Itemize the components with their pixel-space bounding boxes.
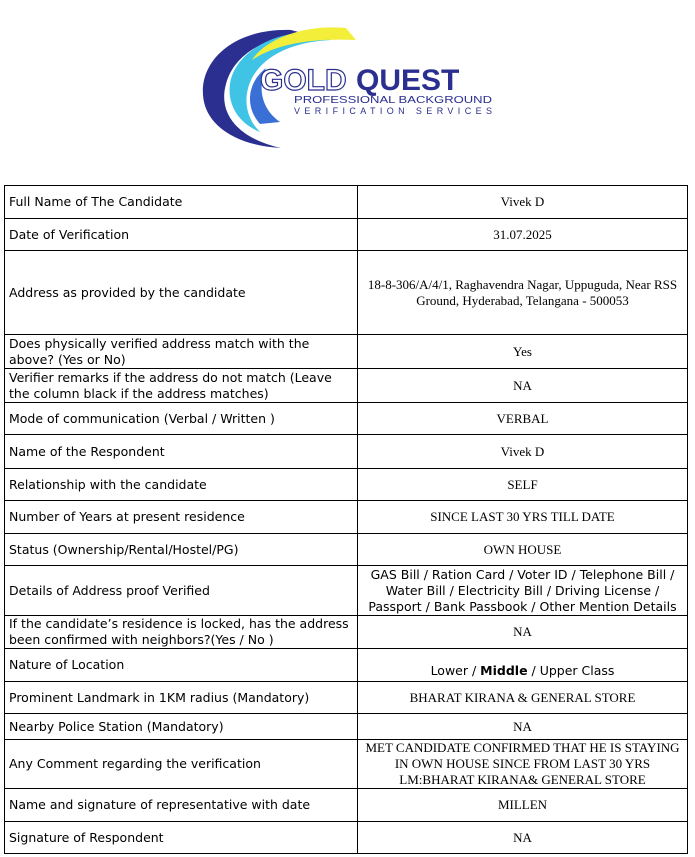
row-value: NA	[358, 616, 688, 649]
tagline-2: VERIFICATION SERVICES	[294, 106, 492, 116]
row-label: Name and signature of representative with date	[5, 789, 358, 822]
table-row	[5, 186, 688, 219]
location-upper-text: / Upper Class	[527, 663, 615, 678]
table-row	[5, 403, 688, 435]
tagline-1: PROFESSIONAL BACKGROUND	[294, 95, 492, 106]
table-row	[5, 649, 688, 682]
table-row	[5, 369, 688, 403]
row-label: If the candidate’s residence is locked, has the address been confirmed with neighbors?(Yes / No )	[5, 616, 358, 649]
table-row	[5, 682, 688, 714]
table-row	[5, 789, 688, 822]
table-row	[5, 501, 688, 534]
row-label: Does physically verified address match with the above? (Yes or No)	[5, 335, 358, 369]
table-row	[5, 822, 688, 854]
row-label: Mode of communication (Verbal / Written )	[5, 403, 358, 435]
row-label: Details of Address proof Verified	[5, 566, 358, 616]
goldquest-logo-graphic	[196, 24, 496, 152]
row-label: Verifier remarks if the address do not match (Leave the column black if the address matches)	[5, 369, 358, 403]
table-row	[5, 616, 688, 649]
table-row	[5, 251, 688, 335]
row-label: Relationship with the candidate	[5, 469, 358, 501]
table-row	[5, 335, 688, 369]
row-label: Date of Verification	[5, 219, 358, 251]
row-value: MET CANDIDATE CONFIRMED THAT HE IS STAYING IN OWN HOUSE SINCE FROM LAST 30 YRS LM:BHARAT KIRANA& GENERAL STORE	[358, 740, 688, 789]
row-label: Full Name of The Candidate	[5, 186, 358, 219]
row-value: SINCE LAST 30 YRS TILL DATE	[358, 501, 688, 534]
row-value	[358, 649, 688, 682]
company-logo	[196, 24, 496, 152]
row-label: Name of the Respondent	[5, 435, 358, 469]
row-label: Number of Years at present residence	[5, 501, 358, 534]
location-lower-text: Lower /	[430, 663, 481, 678]
brand-quest-text: QUEST	[356, 64, 460, 97]
table-row	[5, 714, 688, 740]
row-label: Signature of Respondent	[5, 822, 358, 854]
row-label: Address as provided by the candidate	[5, 251, 358, 335]
row-value: MILLEN	[358, 789, 688, 822]
row-value: NA	[358, 822, 688, 854]
table-row	[5, 740, 688, 789]
row-value: NA	[358, 369, 688, 403]
row-value: 18-8-306/A/4/1, Raghavendra Nagar, Uppuguda, Near RSS Ground, Hyderabad, Telangana - 500053	[358, 251, 688, 335]
table-row	[5, 534, 688, 566]
row-value: VERBAL	[358, 403, 688, 435]
row-value: GAS Bill / Ration Card / Voter ID / Telephone Bill / Water Bill / Electricity Bill / Driving License / Passport / Bank Passbook / Other Mention Details	[358, 566, 688, 616]
address-verification-table	[4, 185, 688, 854]
table-row	[5, 219, 688, 251]
row-label: Nature of Location	[5, 649, 358, 682]
row-value: Vivek D	[358, 186, 688, 219]
row-label: Prominent Landmark in 1KM radius (Mandatory)	[5, 682, 358, 714]
row-value: 31.07.2025	[358, 219, 688, 251]
location-middle-text: Middle	[480, 663, 528, 678]
row-value: Vivek D	[358, 435, 688, 469]
table-row	[5, 566, 688, 616]
row-value: OWN HOUSE	[358, 534, 688, 566]
row-label: Nearby Police Station (Mandatory)	[5, 714, 358, 740]
row-value: SELF	[358, 469, 688, 501]
table-row	[5, 435, 688, 469]
row-label: Status (Ownership/Rental/Hostel/PG)	[5, 534, 358, 566]
table-row	[5, 469, 688, 501]
brand-gold-text: GOLD	[260, 64, 347, 97]
row-value: Yes	[358, 335, 688, 369]
row-value: BHARAT KIRANA & GENERAL STORE	[358, 682, 688, 714]
row-label: Any Comment regarding the verification	[5, 740, 358, 789]
row-value: NA	[358, 714, 688, 740]
